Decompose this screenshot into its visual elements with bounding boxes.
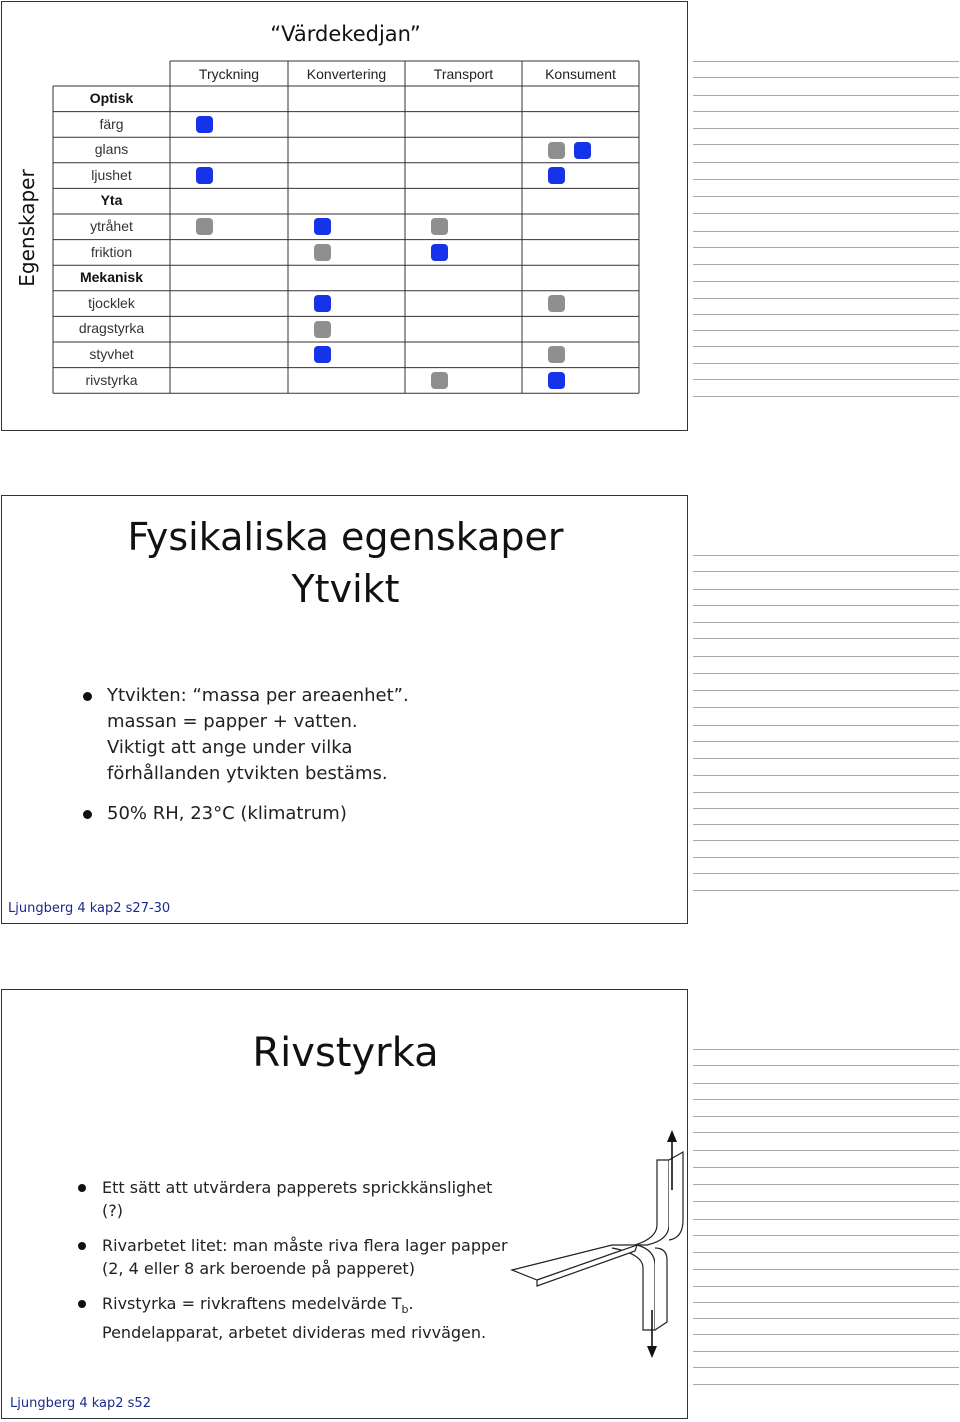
arrow-up-head	[667, 1130, 677, 1142]
slide-vardekedjan	[1, 1, 688, 431]
note-line	[693, 725, 959, 726]
blue-marker	[548, 372, 565, 389]
note-line	[693, 1219, 959, 1220]
blue-marker	[196, 116, 213, 133]
note-line	[693, 111, 959, 112]
note-line	[693, 61, 959, 62]
note-line	[693, 758, 959, 759]
note-line	[693, 673, 959, 674]
note-line	[693, 605, 959, 606]
note-line	[693, 298, 959, 299]
blue-marker	[574, 142, 591, 159]
note-line	[693, 589, 959, 590]
paper-lower-flap	[612, 1245, 655, 1330]
property-label: glans	[94, 141, 129, 158]
bullet-line: (2, 4 eller 8 ark beroende på papperet)	[102, 1259, 415, 1278]
note-line	[693, 656, 959, 657]
column-header: Transport	[433, 66, 494, 82]
note-line	[693, 144, 959, 145]
bullet-line: Ett sätt att utvärdera papperets sprickkänslighet (?)	[102, 1178, 493, 1220]
slide-title	[2, 511, 689, 615]
note-line	[693, 622, 959, 623]
category-label: Mekanisk	[79, 269, 144, 286]
note-line	[693, 1286, 959, 1287]
note-line	[693, 363, 959, 364]
note-line	[693, 247, 959, 248]
paper-lower-flap-side	[655, 1248, 667, 1330]
paper-upper-flap-side	[669, 1152, 683, 1240]
blue-marker	[548, 167, 565, 184]
property-label: rivstyrka	[85, 371, 138, 388]
column-header: Tryckning	[198, 66, 260, 82]
category-label: Optisk	[89, 90, 134, 106]
slide-title: “Värdekedjan”	[270, 22, 421, 46]
column-header: Konvertering	[306, 66, 387, 82]
gray-marker	[431, 218, 448, 235]
note-line	[693, 1083, 959, 1084]
note-line	[693, 1318, 959, 1319]
blue-marker	[431, 244, 448, 261]
note-line	[693, 1132, 959, 1133]
note-line	[693, 1049, 959, 1050]
slide-title: Rivstyrka	[252, 1030, 439, 1076]
gray-marker	[314, 321, 331, 338]
note-line	[693, 162, 959, 163]
bullet-item	[78, 1176, 508, 1222]
note-line	[693, 638, 959, 639]
bullet-line	[102, 1292, 508, 1321]
bullet-line: Pendelapparat, arbetet divideras med rivvägen.	[102, 1323, 487, 1343]
bullet-list	[83, 683, 503, 827]
bullet-line: 50% RH, 23°C (klimatrum)	[107, 803, 347, 824]
paper-upper-flap	[635, 1160, 669, 1245]
property-label: ytråhet	[90, 218, 133, 234]
note-line	[693, 1252, 959, 1253]
slide-footer: Ljungberg 4 kap2 s27-30	[8, 901, 171, 916]
property-label: styvhet	[89, 346, 134, 362]
note-line	[693, 808, 959, 809]
note-line	[693, 571, 959, 572]
tear-test-illustration	[507, 1130, 687, 1360]
note-line	[693, 1099, 959, 1100]
note-line	[693, 179, 959, 180]
note-line	[693, 873, 959, 874]
category-label: Yta	[100, 192, 123, 209]
blue-marker	[196, 167, 213, 184]
bullet-line: Ytvikten: “massa per areaenhet”.	[107, 685, 409, 706]
note-line	[693, 95, 959, 96]
bullet-list	[78, 1176, 508, 1344]
note-line	[693, 1201, 959, 1202]
paper-flat-part	[512, 1245, 637, 1280]
note-line	[693, 213, 959, 214]
note-line	[693, 707, 959, 708]
side-label: Egenskaper	[15, 169, 39, 287]
note-line	[693, 1302, 959, 1303]
bullet-line: Viktigt att ange under vilka	[107, 737, 353, 758]
gray-marker	[548, 295, 565, 312]
note-line	[693, 314, 959, 315]
note-line	[693, 890, 959, 891]
note-line	[693, 196, 959, 197]
note-line	[693, 1235, 959, 1236]
gray-marker	[548, 346, 565, 363]
note-line	[693, 396, 959, 397]
bullet-item	[78, 1234, 508, 1280]
note-line	[693, 857, 959, 858]
note-line	[693, 824, 959, 825]
note-line	[693, 330, 959, 331]
gray-marker	[548, 142, 565, 159]
note-line	[693, 1116, 959, 1117]
slide-footer: Ljungberg 4 kap2 s52	[10, 1396, 151, 1411]
note-line	[693, 1167, 959, 1168]
bullet-item	[78, 1292, 508, 1344]
bullet-line: Rivarbetet litet: man måste riva flera lager papper	[102, 1236, 508, 1255]
column-header: Konsument	[545, 66, 616, 82]
note-line	[693, 555, 959, 556]
note-line	[693, 1269, 959, 1270]
note-line	[693, 231, 959, 232]
property-label: tjocklek	[88, 294, 135, 311]
blue-marker	[314, 295, 331, 312]
bullet-line: förhållanden ytvikten bestäms.	[107, 763, 388, 784]
bullet-line: massan = papper + vatten.	[107, 711, 358, 732]
note-line	[693, 1065, 959, 1066]
note-line	[693, 1384, 959, 1385]
property-label: ljushet	[91, 166, 132, 183]
subscript: b	[401, 1303, 409, 1317]
blue-marker	[314, 346, 331, 363]
property-label: dragstyrka	[78, 320, 145, 337]
note-line	[693, 379, 959, 380]
title-line-1: Fysikaliska egenskaper	[127, 515, 564, 559]
note-line	[693, 792, 959, 793]
bullet-item	[83, 683, 503, 787]
note-line	[693, 741, 959, 742]
note-line	[693, 690, 959, 691]
note-line	[693, 1150, 959, 1151]
slide-rivstyrka	[1, 989, 688, 1419]
note-line	[693, 775, 959, 776]
slide-ytvikt	[1, 495, 688, 924]
note-line	[693, 1184, 959, 1185]
gray-marker	[314, 244, 331, 261]
gray-marker	[431, 372, 448, 389]
property-label: friktion	[90, 243, 133, 260]
property-label: färg	[99, 115, 124, 132]
bullet-item	[83, 801, 503, 827]
blue-marker	[314, 218, 331, 235]
title-line-2: Ytvikt	[291, 567, 400, 611]
note-line	[693, 1334, 959, 1335]
note-line	[693, 264, 959, 265]
note-line	[693, 346, 959, 347]
note-line	[693, 77, 959, 78]
note-line	[693, 128, 959, 129]
note-line	[693, 281, 959, 282]
bullet-text: .	[408, 1294, 414, 1313]
arrow-down-head	[647, 1346, 657, 1358]
note-line	[693, 840, 959, 841]
note-line	[693, 1367, 959, 1368]
gray-marker	[196, 218, 213, 235]
bullet-text: Rivstyrka = rivkraftens medelvärde T	[102, 1294, 402, 1313]
note-line	[693, 1351, 959, 1352]
